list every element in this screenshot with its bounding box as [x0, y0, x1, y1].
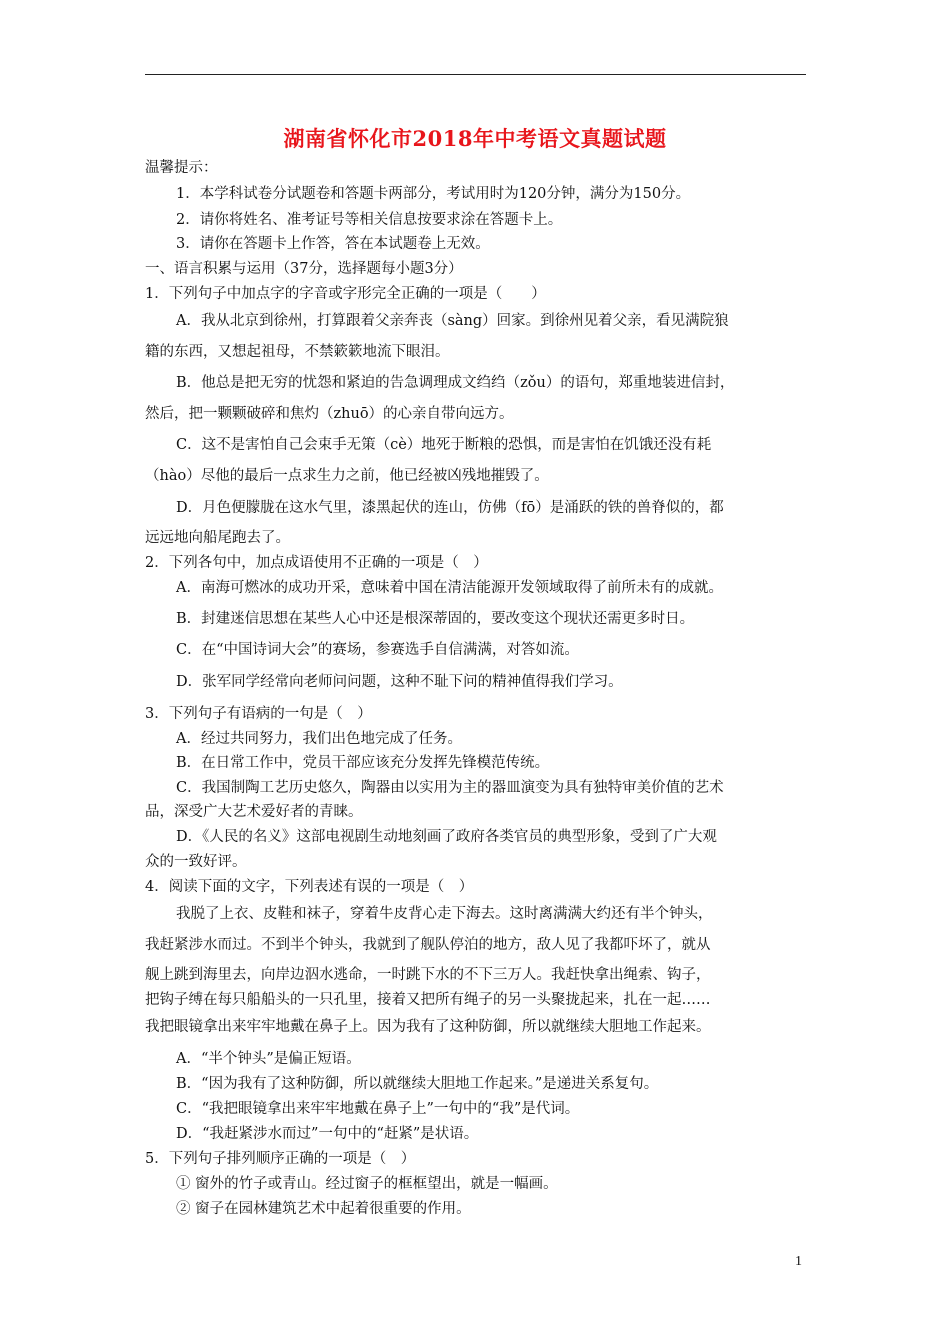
- q1-option-a-line2: 籍的东西，又想起祖母，不禁簌簌地流下眼泪。: [145, 344, 450, 360]
- q3-option-d-line2: 众的一致好评。: [145, 854, 247, 870]
- q4-passage-line2: 我赶紧涉水而过。不到半个钟头，我就到了舰队停泊的地方，敌人见了我都吓坏了，就从: [145, 937, 711, 953]
- q3-option-b: B．在日常工作中，党员干部应该充分发挥先锋模范传统。: [176, 755, 550, 771]
- q1-option-c-line1: C．这不是害怕自己会束手无策（cè）地死于断粮的恐惧，而是害怕在饥饿还没有耗: [176, 437, 712, 453]
- q3-option-a: A．经过共同努力，我们出色地完成了任务。: [176, 731, 462, 747]
- q2-option-d: D．张军同学经常向老师问问题，这种不耻下问的精神值得我们学习。: [176, 674, 623, 690]
- q2-option-c: C．在“中国诗词大会”的赛场，参赛选手自信满满，对答如流。: [176, 642, 579, 658]
- q4-passage-line4: 把钩子缚在每只船船头的一只孔里，接着又把所有绳子的另一头聚拢起来，扎在一起……: [145, 992, 711, 1008]
- q5-sentence-2: ② 窗子在园林建筑艺术中起着很重要的作用。: [176, 1201, 471, 1217]
- q2-option-b: B．封建迷信思想在某些人心中还是根深蒂固的，要改变这个现状还需更多时日。: [176, 611, 695, 627]
- q1-option-b-line1: B．他总是把无穷的忧怨和紧迫的告急调理成文绉绉（zǒu）的语句，郑重地装进信封，: [176, 375, 735, 391]
- q1-stem: 1．下列句子中加点字的字音或字形完全正确的一项是（ ）: [145, 286, 546, 302]
- q1-option-d-line1: D．月色便朦胧在这水气里，漆黑起伏的连山，仿佛（fō）是涌跃的铁的兽脊似的，都: [176, 500, 724, 516]
- q1-option-c-line2: （hào）尽他的最后一点求生力之前，他已经被凶残地摧毁了。: [145, 468, 549, 484]
- q4-passage-line1: 我脱了上衣、皮鞋和袜子，穿着牛皮背心走下海去。这时离满满大约还有半个钟头，: [176, 906, 713, 922]
- page-title: 湖南省怀化市2018年中考语文真题试题: [283, 126, 667, 151]
- q4-option-c: C．“我把眼镜拿出来牢牢地戴在鼻子上”一句中的“我”是代词。: [176, 1101, 580, 1117]
- tip-1: 1．本学科试卷分试题卷和答题卡两部分，考试用时为120分钟，满分为150分。: [176, 186, 691, 202]
- q2-option-a: A．南海可燃冰的成功开采，意味着中国在清洁能源开发领域取得了前所未有的成就。: [176, 580, 723, 596]
- q2-stem: 2．下列各句中，加点成语使用不正确的一项是（ ）: [145, 555, 488, 571]
- q3-option-d-line1: D．《人民的名义》这部电视剧生动地刻画了政府各类官员的典型形象，受到了广大观: [176, 829, 717, 845]
- q3-stem: 3．下列句子有语病的一句是（ ）: [145, 706, 372, 722]
- header-rule: [145, 74, 806, 75]
- q4-option-b: B．“因为我有了这种防御，所以就继续大胆地工作起来。”是递进关系复句。: [176, 1076, 659, 1092]
- q1-option-a-line1: A．我从北京到徐州，打算跟着父亲奔丧（sàng）回家。到徐州见着父亲，看见满院狼: [176, 313, 729, 329]
- q5-stem: 5．下列句子排列顺序正确的一项是（ ）: [145, 1151, 416, 1167]
- q1-option-d-line2: 远远地向船尾跑去了。: [145, 530, 290, 546]
- q4-stem: 4．阅读下面的文字，下列表述有误的一项是（ ）: [145, 879, 474, 895]
- q4-passage-line3: 舰上跳到海里去，向岸边泅水逃命，一时跳下水的不下三万人。我赶快拿出绳索、钩子，: [145, 967, 711, 983]
- q4-option-a: A．“半个钟头”是偏正短语。: [176, 1051, 361, 1067]
- q3-option-c-line1: C．我国制陶工艺历史悠久，陶器由以实用为主的器皿演变为具有独特审美价值的艺术: [176, 780, 724, 796]
- tip-3: 3．请你在答题卡上作答，答在本试题卷上无效。: [176, 236, 490, 252]
- q3-option-c-line2: 品，深受广大艺术爱好者的青睐。: [145, 804, 363, 820]
- page-number: 1: [795, 1254, 802, 1269]
- tip-2: 2．请你将姓名、准考证号等相关信息按要求涂在答题卡上。: [176, 212, 563, 228]
- q5-sentence-1: ① 窗外的竹子或青山。经过窗子的框框望出，就是一幅画。: [176, 1176, 558, 1192]
- section-heading: 一、语言积累与运用（37分，选择题每小题3分）: [145, 261, 463, 277]
- tips-heading: 温馨提示：: [145, 160, 218, 176]
- q4-passage-line5: 我把眼镜拿出来牢牢地戴在鼻子上。因为我有了这种防御，所以就继续大胆地工作起来。: [145, 1019, 711, 1035]
- q4-option-d: D．“我赶紧涉水而过”一句中的“赶紧”是状语。: [176, 1126, 479, 1142]
- q1-option-b-line2: 然后，把一颗颗破碎和焦灼（zhuō）的心亲自带向远方。: [145, 406, 514, 422]
